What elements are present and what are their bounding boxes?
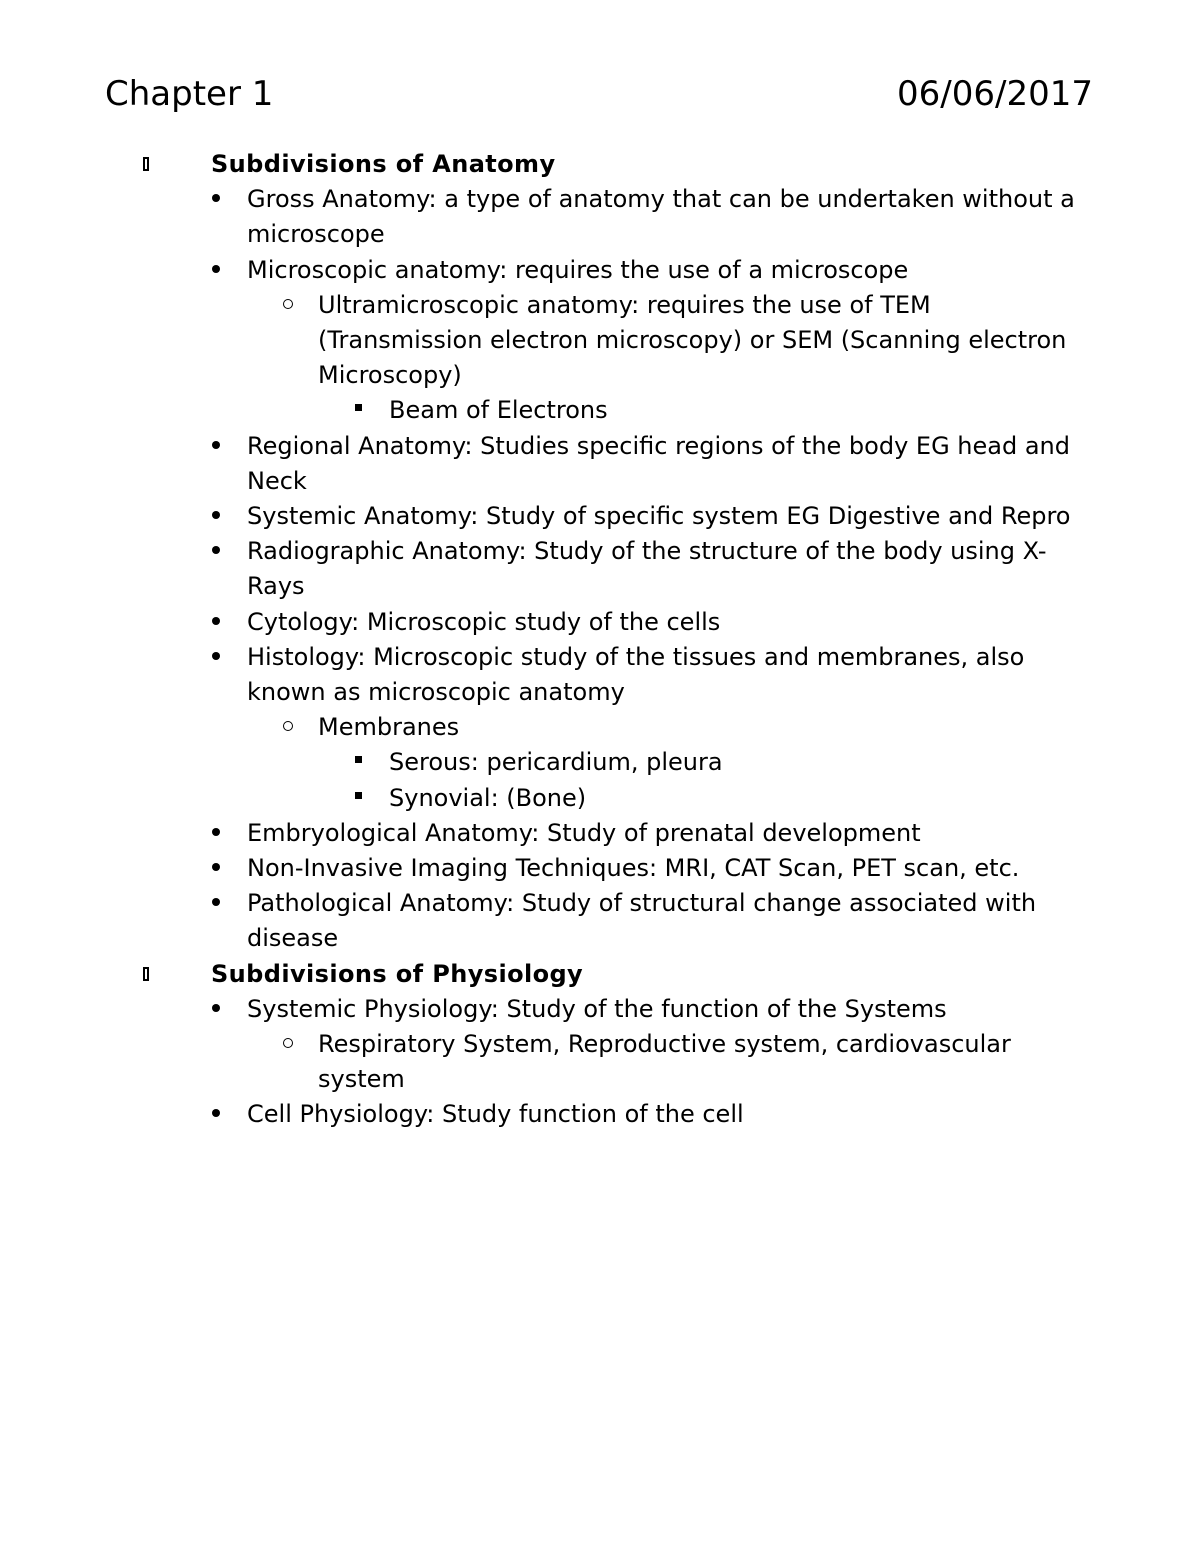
section-heading: [0, 957, 1200, 992]
bullet-dot-icon: [212, 511, 220, 519]
list-item-text: Systemic Anatomy: Study of specific system EG Digestive and Repro: [247, 502, 1071, 531]
bullet-dot-icon: [212, 617, 220, 625]
list-item-text: Membranes: [318, 713, 460, 742]
list-item-text: Non-Invasive Imaging Techniques: MRI, CAT Scan, PET scan, etc.: [247, 854, 1020, 883]
bullet-dot-icon: [212, 898, 220, 906]
list-item: [0, 499, 1077, 534]
bullet-dot-icon: [212, 828, 220, 836]
list-item: [0, 1027, 1068, 1097]
list-item-text: Histology: Microscopic study of the tissues and membranes, also known as microscopic anatomy: [247, 642, 1025, 707]
list-item-text: Cell Physiology: Study function of the cell: [247, 1100, 744, 1129]
list-item-text: Cytology: Microscopic study of the cells: [247, 607, 721, 636]
list-item-text: Beam of Electrons: [389, 396, 608, 425]
list-item: [0, 1097, 1077, 1132]
document-date: 06/06/2017: [897, 74, 1093, 114]
bullet-circle-icon: [283, 299, 293, 309]
bullet-dot-icon: [212, 1004, 220, 1012]
bullet-dot-icon: [212, 652, 220, 660]
list-item: [0, 534, 1077, 604]
bullet-circle-icon: [283, 1038, 293, 1048]
section-marker-icon: [143, 967, 149, 981]
list-item-text: Microscopic anatomy: requires the use of a microscope: [247, 255, 909, 284]
bullet-dot-icon: [212, 194, 220, 202]
section-title: Subdivisions of Physiology: [211, 959, 584, 988]
list-item: [0, 253, 1077, 288]
bullet-dot-icon: [212, 265, 220, 273]
bullet-dot-icon: [212, 546, 220, 554]
list-item-text: Gross Anatomy: a type of anatomy that can be undertaken without a microscope: [247, 185, 1075, 249]
bullet-square-icon: [355, 404, 362, 411]
section-title: Subdivisions of Anatomy: [211, 150, 556, 178]
list-item: [0, 429, 1077, 499]
list-item-text: Regional Anatomy: Studies specific regions of the body EG head and Neck: [247, 431, 1070, 495]
list-item: [0, 393, 1089, 428]
list-item-text: Embryological Anatomy: Study of prenatal development: [247, 818, 921, 847]
bullet-square-icon: [355, 792, 362, 799]
list-item-text: Synovial: (Bone): [389, 783, 587, 812]
bullet-square-icon: [355, 756, 362, 763]
list-item-text: Radiographic Anatomy: Study of the structure of the body using X-Rays: [247, 537, 1047, 601]
list-item: [0, 288, 1068, 394]
bullet-dot-icon: [212, 441, 220, 449]
list-item: [0, 992, 1077, 1027]
list-item: [0, 745, 1089, 780]
list-item: [0, 605, 1077, 640]
bullet-circle-icon: [283, 721, 293, 731]
bullet-dot-icon: [212, 863, 220, 871]
list-item-text: Respiratory System, Reproductive system, cardiovascular system: [318, 1030, 1011, 1094]
section-heading: [0, 147, 1200, 182]
section-marker-icon: [143, 157, 149, 171]
bullet-dot-icon: [212, 1109, 220, 1117]
list-item: [0, 781, 1089, 816]
list-item-text: Pathological Anatomy: Study of structural change associated with disease: [247, 889, 1037, 953]
list-item-text: Systemic Physiology: Study of the function of the Systems: [247, 994, 947, 1023]
list-item: [0, 816, 1077, 851]
list-item: [0, 851, 1077, 886]
list-item-text: Serous: pericardium, pleura: [389, 748, 723, 777]
list-item: [0, 182, 1077, 252]
list-item-text: Ultramicroscopic anatomy: requires the use of TEM (Transmission electron microscopy) or SEM (Scanning electron Microscopy): [318, 290, 1067, 390]
list-item: [0, 710, 1068, 745]
notes-outline: [0, 147, 1200, 1133]
list-item: [0, 640, 1077, 710]
chapter-heading: Chapter 1: [105, 74, 274, 114]
list-item: [0, 886, 1077, 956]
